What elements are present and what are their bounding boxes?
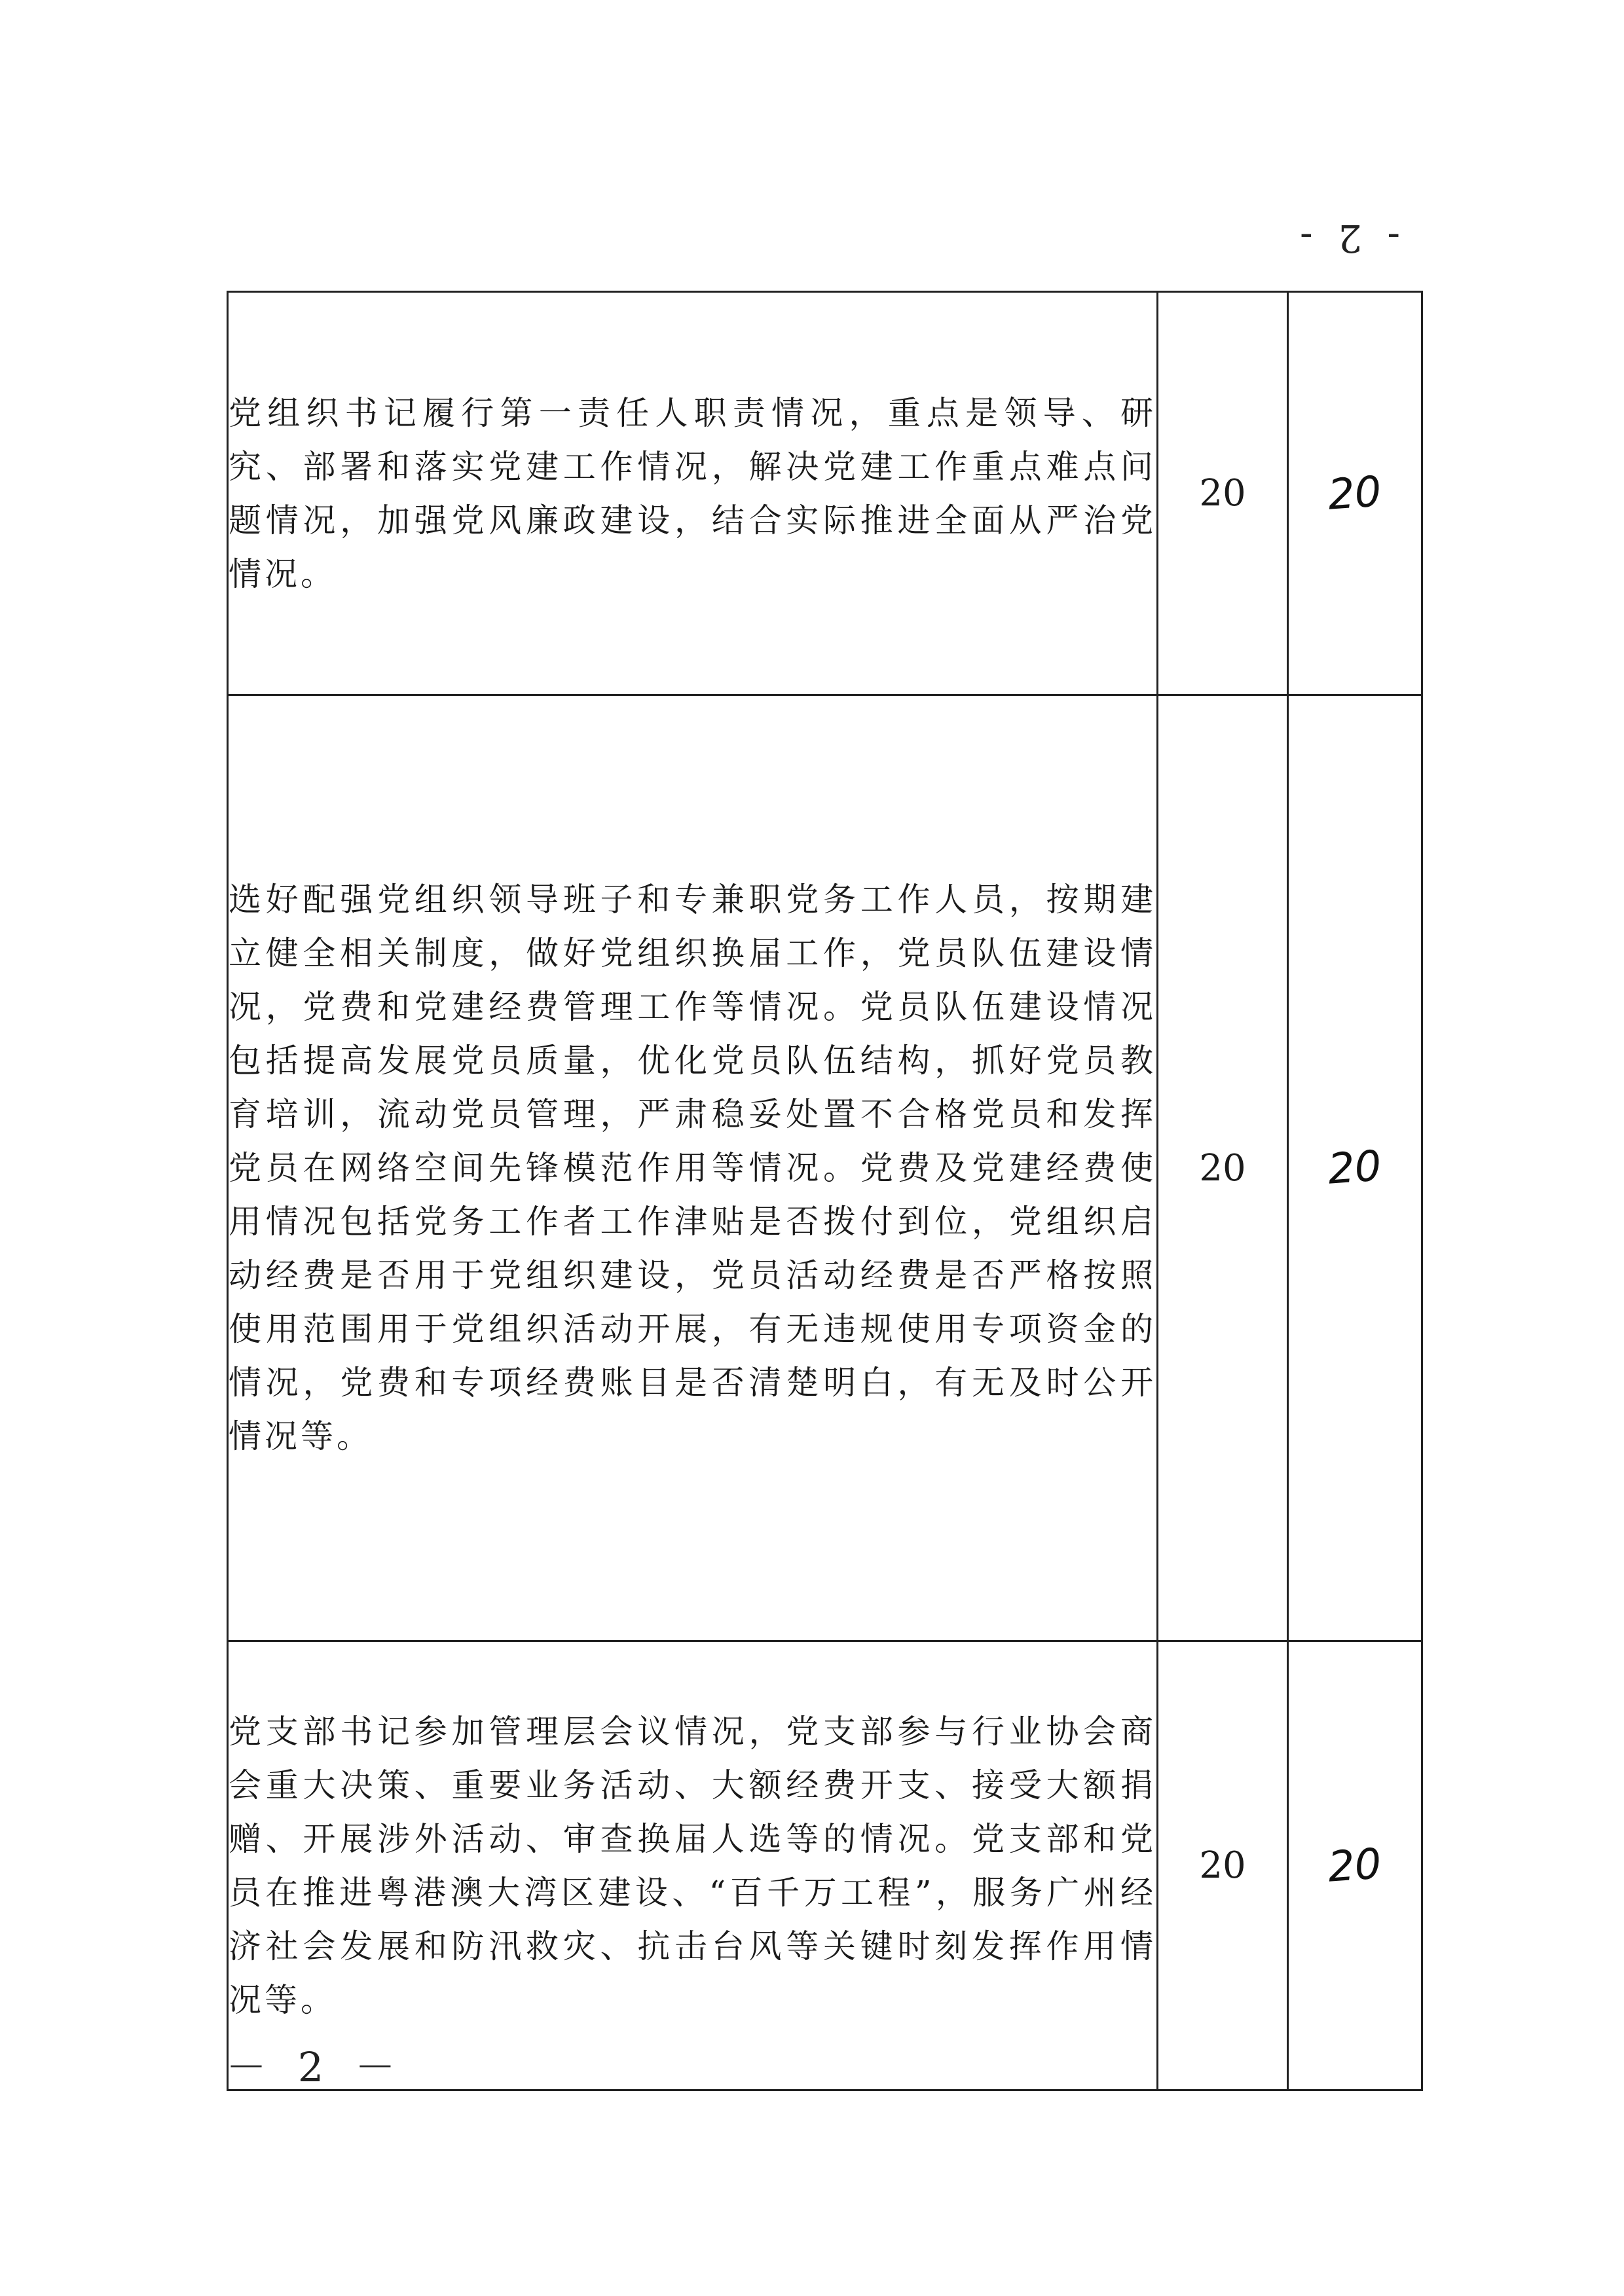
table-row xyxy=(228,1641,1422,2090)
row-content: 选好配强党组织领导班子和专兼职党务工作人员，按期建立健全相关制度，做好党组织换届工作，党员队伍建设情况，党费和党建经费管理工作等情况。党员队伍建设情况包括提高发展党员质量，优化党员队伍结构，抓好党员教育培训，流动党员管理，严肃稳妥处置不合格党员和发挥党员在网络空间先锋模范作用等情况。党费及党建经费使用情况包括党务工作者工作津贴是否拨付到位，党组织启动经费是否用于党组织建设，党员活动经费是否严格按照使用范围用于党组织活动开展，有无违规使用专项资金的情况，党费和专项经费账目是否清楚明白，有无及时公开情况等。 xyxy=(228,695,1158,1641)
row-evaluation-cell xyxy=(1288,292,1422,695)
row-evaluation-cell xyxy=(1288,695,1422,1641)
handwritten-score: 20 xyxy=(1326,1142,1384,1194)
row-content: 党组织书记履行第一责任人职责情况，重点是领导、研究、部署和落实党建工作情况，解决党建工作重点难点问题情况，加强党风廉政建设，结合实际推进全面从严治党情况。 xyxy=(228,292,1158,695)
row-content: 党支部书记参加管理层会议情况，党支部参与行业协会商会重大决策、重要业务活动、大额经费开支、接受大额捐赠、开展涉外活动、审查换届人选等的情况。党支部和党员在推进粤港澳大湾区建设、“百千万工程”，服务广州经济社会发展和防汛救灾、抗击台风等关键时刻发挥作用情况等。 xyxy=(228,1641,1158,2090)
row-score: 20 xyxy=(1158,1641,1288,2090)
handwritten-score: 20 xyxy=(1326,467,1384,520)
row-score: 20 xyxy=(1158,695,1288,1641)
row-evaluation-cell xyxy=(1288,1641,1422,2090)
row-score: 20 xyxy=(1158,292,1288,695)
page-number-top: - 2 - xyxy=(1293,216,1400,261)
table-row xyxy=(228,695,1422,1641)
page-number-bottom: － 2 － xyxy=(226,2043,405,2091)
table-row xyxy=(228,292,1422,695)
handwritten-score: 20 xyxy=(1326,1839,1384,1892)
evaluation-table xyxy=(227,291,1423,2091)
